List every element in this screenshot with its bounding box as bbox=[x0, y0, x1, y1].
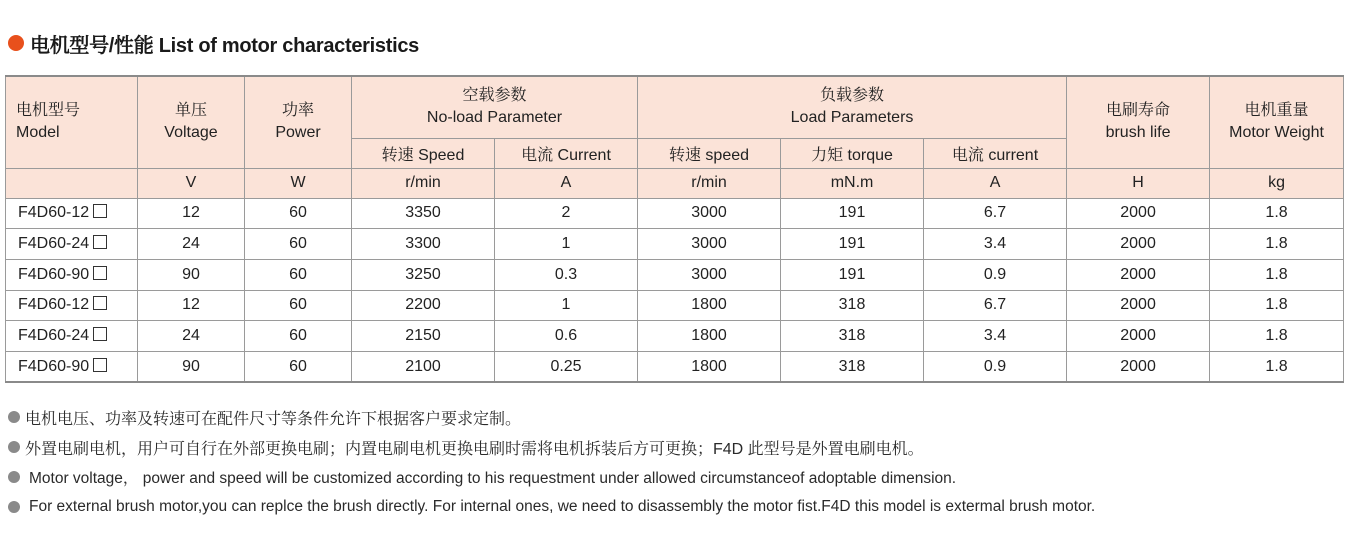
table-cell: 0.25 bbox=[495, 351, 638, 382]
model-cell: F4D60-90 bbox=[6, 351, 138, 382]
table-cell: 2000 bbox=[1067, 290, 1210, 321]
checkbox-square-icon bbox=[93, 204, 107, 218]
model-cell: F4D60-12 bbox=[6, 290, 138, 321]
unit-cell: A bbox=[495, 168, 638, 198]
model-cell: F4D60-24 bbox=[6, 321, 138, 352]
table-row bbox=[6, 259, 1344, 290]
note-item bbox=[8, 462, 1095, 492]
unit-cell: mN.m bbox=[781, 168, 924, 198]
model-cell: F4D60-24 bbox=[6, 229, 138, 260]
table-row bbox=[6, 290, 1344, 321]
table-cell: 0.9 bbox=[924, 351, 1067, 382]
checkbox-square-icon bbox=[93, 327, 107, 341]
table-cell: 24 bbox=[138, 229, 245, 260]
table-cell: 2200 bbox=[352, 290, 495, 321]
section-title bbox=[8, 28, 419, 58]
table-cell: 60 bbox=[245, 259, 352, 290]
bullet-dot-icon bbox=[8, 441, 20, 453]
table-cell: 191 bbox=[781, 198, 924, 229]
table-cell: 3000 bbox=[638, 229, 781, 260]
table-cell: 3000 bbox=[638, 259, 781, 290]
table-cell: 3250 bbox=[352, 259, 495, 290]
header-load-speed: 转速 speed bbox=[638, 138, 781, 168]
table-row bbox=[6, 198, 1344, 229]
table-cell: 1800 bbox=[638, 321, 781, 352]
checkbox-square-icon bbox=[93, 358, 107, 372]
table-cell: 1 bbox=[495, 229, 638, 260]
notes-list bbox=[8, 402, 1095, 522]
header-voltage: 单压 Voltage bbox=[138, 76, 245, 168]
table-cell: 2000 bbox=[1067, 351, 1210, 382]
header-brush-life: 电刷寿命 brush life bbox=[1067, 76, 1210, 168]
table-cell: 60 bbox=[245, 229, 352, 260]
unit-cell: H bbox=[1067, 168, 1210, 198]
table-cell: 2100 bbox=[352, 351, 495, 382]
note-text: For external brush motor,you can replce the brush directly. For internal ones, we need to disassembly the motor fist.F4D this model is extermal brush motor. bbox=[29, 498, 1096, 515]
table-cell: 1.8 bbox=[1210, 259, 1344, 290]
table-cell: 2000 bbox=[1067, 229, 1210, 260]
table-cell: 6.7 bbox=[924, 290, 1067, 321]
note-item bbox=[8, 492, 1095, 522]
unit-cell: kg bbox=[1210, 168, 1344, 198]
table-row bbox=[6, 229, 1344, 260]
table-cell: 3300 bbox=[352, 229, 495, 260]
table-cell: 3000 bbox=[638, 198, 781, 229]
note-item bbox=[8, 432, 1095, 462]
header-model: 电机型号 Model bbox=[6, 76, 138, 168]
table-cell: 6.7 bbox=[924, 198, 1067, 229]
table-cell: 60 bbox=[245, 321, 352, 352]
note-text: 外置电刷电机，用户可自行在外部更换电刷；内置电刷电机更换电刷时需将电机拆装后方可更换；F4D 此型号是外置电刷电机。 bbox=[25, 440, 924, 458]
table-cell: 318 bbox=[781, 351, 924, 382]
header-load-torque: 力矩 torque bbox=[781, 138, 924, 168]
table-cell: 1800 bbox=[638, 351, 781, 382]
table-cell: 318 bbox=[781, 290, 924, 321]
table-cell: 2150 bbox=[352, 321, 495, 352]
note-text: 电机电压、功率及转速可在配件尺寸等条件允许下根据客户要求定制。 bbox=[25, 410, 522, 428]
table-cell: 1.8 bbox=[1210, 321, 1344, 352]
table-cell: 3350 bbox=[352, 198, 495, 229]
header-load: 负载参数 Load Parameters bbox=[638, 76, 1067, 138]
table-cell: 60 bbox=[245, 351, 352, 382]
table-cell: 2000 bbox=[1067, 321, 1210, 352]
motor-characteristics-table bbox=[5, 75, 1344, 383]
bullet-dot-icon bbox=[8, 411, 20, 423]
bullet-dot-icon bbox=[8, 471, 20, 483]
table-cell: 2000 bbox=[1067, 198, 1210, 229]
table-cell: 12 bbox=[138, 290, 245, 321]
checkbox-square-icon bbox=[93, 296, 107, 310]
bullet-dot-icon bbox=[8, 35, 24, 51]
header-noload-current: 电流 Current bbox=[495, 138, 638, 168]
unit-cell: W bbox=[245, 168, 352, 198]
table-cell: 90 bbox=[138, 351, 245, 382]
table-cell: 1.8 bbox=[1210, 351, 1344, 382]
table-cell: 2000 bbox=[1067, 259, 1210, 290]
header-load-current: 电流 current bbox=[924, 138, 1067, 168]
table-cell: 0.3 bbox=[495, 259, 638, 290]
table-cell: 24 bbox=[138, 321, 245, 352]
table-cell: 0.9 bbox=[924, 259, 1067, 290]
header-motor-weight: 电机重量 Motor Weight bbox=[1210, 76, 1344, 168]
model-cell: F4D60-90 bbox=[6, 259, 138, 290]
unit-blank bbox=[6, 168, 138, 198]
table-cell: 1800 bbox=[638, 290, 781, 321]
table-cell: 0.6 bbox=[495, 321, 638, 352]
table-cell: 3.4 bbox=[924, 321, 1067, 352]
header-power: 功率 Power bbox=[245, 76, 352, 168]
table-cell: 1 bbox=[495, 290, 638, 321]
table-cell: 12 bbox=[138, 198, 245, 229]
table-cell: 2 bbox=[495, 198, 638, 229]
table-cell: 90 bbox=[138, 259, 245, 290]
table-cell: 191 bbox=[781, 229, 924, 260]
note-text: Motor voltage， power and speed will be customized according to his requestment under allowed circumstanceof adoptable dimension. bbox=[29, 470, 957, 487]
table-cell: 191 bbox=[781, 259, 924, 290]
table-cell: 3.4 bbox=[924, 229, 1067, 260]
table-row bbox=[6, 321, 1344, 352]
section-title-text: 电机型号/性能 List of motor characteristics bbox=[30, 34, 419, 57]
table-cell: 318 bbox=[781, 321, 924, 352]
note-item bbox=[8, 402, 1095, 432]
table-cell: 1.8 bbox=[1210, 290, 1344, 321]
table-cell: 60 bbox=[245, 198, 352, 229]
bullet-dot-icon bbox=[8, 501, 20, 513]
unit-cell: r/min bbox=[352, 168, 495, 198]
unit-cell: r/min bbox=[638, 168, 781, 198]
unit-cell: V bbox=[138, 168, 245, 198]
checkbox-square-icon bbox=[93, 266, 107, 280]
header-noload-speed: 转速 Speed bbox=[352, 138, 495, 168]
header-noload: 空载参数 No-load Parameter bbox=[352, 76, 638, 138]
table-cell: 1.8 bbox=[1210, 198, 1344, 229]
unit-cell: A bbox=[924, 168, 1067, 198]
table-cell: 1.8 bbox=[1210, 229, 1344, 260]
table-cell: 60 bbox=[245, 290, 352, 321]
checkbox-square-icon bbox=[93, 235, 107, 249]
model-cell: F4D60-12 bbox=[6, 198, 138, 229]
table-row bbox=[6, 351, 1344, 382]
